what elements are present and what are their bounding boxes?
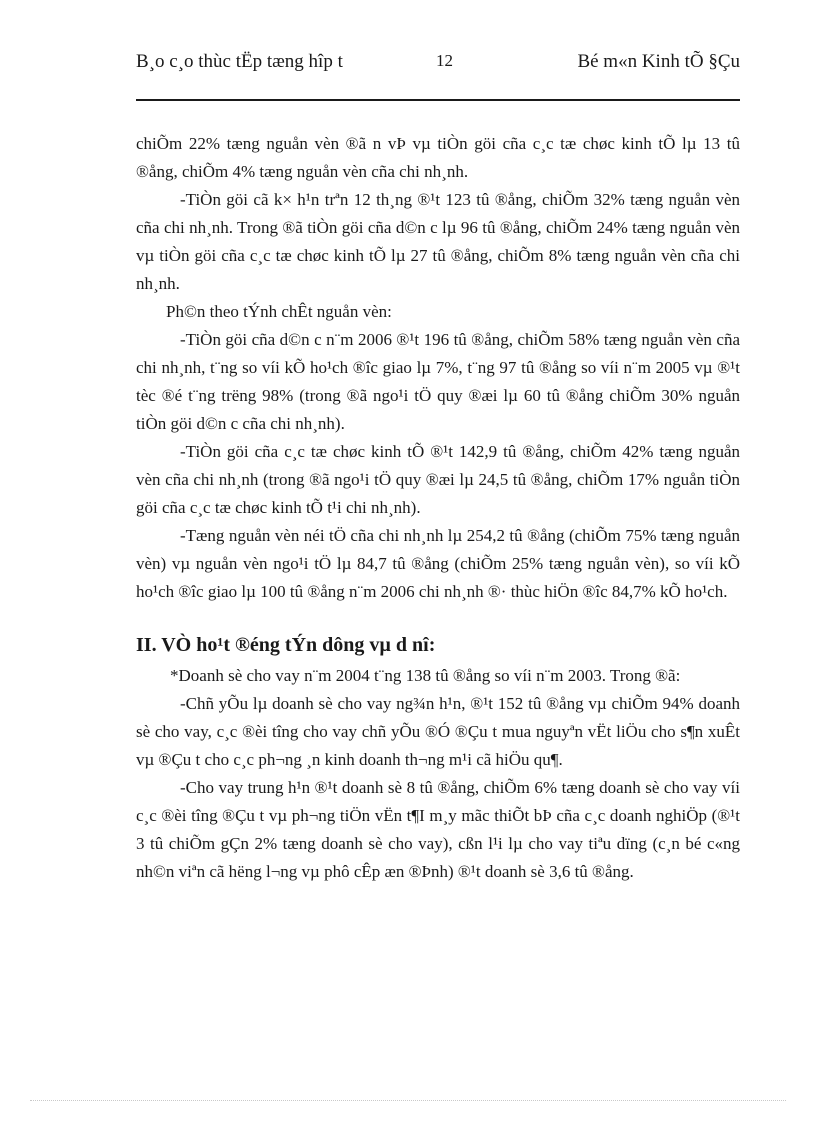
page-header xyxy=(136,50,740,100)
document-body xyxy=(136,130,740,886)
paragraph: -Tæng nguån vèn néi tÖ cña chi nh¸nh lµ 254,2 tû ®ång (chiÕm 75% tæng nguån vèn) vµ nguån vèn ngo¹i tÖ lµ 84,7 tû ®ång (chiÕm 25% tæng nguån vèn), so víi kÕ ho¹ch ®îc giao lµ 100 tû ®ång n¨m 2006 chi nh¸nh ®· thùc hiÖn ®îc 84,7% kÕ ho¹ch. xyxy=(136,526,740,601)
page-number: 12 xyxy=(436,51,453,70)
page-footer-border xyxy=(30,1100,786,1101)
paragraph: Ph©n theo tÝnh chÊt nguån vèn: xyxy=(166,302,392,321)
paragraph: -Chñ yÕu lµ doanh sè cho vay ng¾n h¹n, ®¹t 152 tû ®ång vµ chiÕm 94% doanh sè cho vay, c¸c ®èi tîng cho vay chñ yÕu ®Ó ®Çu t mua nguyªn vËt liÖu cho s¶n xuÊt vµ ®Çu t cho c¸c ph¬ng ¸n kinh doanh th¬ng m¹i cã hiÖu qu¶. xyxy=(136,694,740,769)
header-department: Bé m«n Kinh tÕ §Çu xyxy=(577,51,740,72)
paragraph: chiÕm 22% tæng nguån vèn ®ã n vÞ vµ tiÒn göi cña c¸c tæ chøc kinh tÕ lµ 13 tû ®ång, chiÕm 4% tæng nguån vèn cña chi nh¸nh. xyxy=(136,134,740,181)
paragraph: -TiÒn göi cã k× h¹n trªn 12 th¸ng ®¹t 123 tû ®ång, chiÕm 32% tæng nguån vèn cña chi nh¸nh. Trong ®ã tiÒn göi cña d©n c lµ 96 tû ®ång, chiÕm 24% tæng nguån vèn vµ tiÒn göi cña c¸c tæ chøc kinh tÕ lµ 27 tû ®ång, chiÕm 8% tæng nguån vèn cña chi nh¸nh. xyxy=(136,190,740,293)
header-rule xyxy=(136,99,740,101)
paragraph: -Cho vay trung h¹n ®¹t doanh sè 8 tû ®ång, chiÕm 6% tæng doanh sè cho vay víi c¸c ®èi tîng ®Çu t vµ ph¬ng tiÖn vËn t¶I m¸y mãc thiÕt bÞ cña c¸c doanh nghiÖp (®¹t 3 tû chiÕm gÇn 2% tæng doanh sè cho vay), cßn l¹i lµ cho vay tiªu dïng (c¸n bé c«ng nh©n viªn cã hëng l¬ng vµ phô cÊp æn ®Þnh) ®¹t doanh sè 3,6 tû ®ång. xyxy=(136,778,740,881)
header-report-title: B¸o c¸o thùc tËp tæng hîp t xyxy=(136,51,343,72)
section-credit-activity xyxy=(136,662,740,886)
paragraph: -TiÒn göi cña d©n c n¨m 2006 ®¹t 196 tû ®ång, chiÕm 58% tæng nguån vèn cña chi nh¸nh, t¨ng so víi kÕ ho¹ch ®îc giao lµ 7%, t¨ng 97 tû ®ång so víi n¨m 2005 vµ ®¹t tèc ®é t¨ng trëng 98% (trong ®ã ngo¹i tÖ quy ®æi lµ 60 tû ®ång chiÕm 30% nguån tiÒn göi d©n c cña chi nh¸nh). xyxy=(136,330,740,433)
paragraph: -TiÒn göi cña c¸c tæ chøc kinh tÕ ®¹t 142,9 tû ®ång, chiÕm 42% tæng nguån vèn cña chi nh¸nh (trong ®ã ngo¹i tÖ quy ®æi lµ 24,5 tû ®ång, chiÕm 17% nguån tiÒn göi cña c¸c tæ chøc kinh tÕ t¹i chi nh¸nh). xyxy=(136,442,740,517)
section-capital-sources xyxy=(136,130,740,606)
paragraph: *Doanh sè cho vay n¨m 2004 t¨ng 138 tû ®ång so víi n¨m 2003. Trong ®ã: xyxy=(170,666,681,685)
section-heading: II. VÒ ho¹t ®éng tÝn dông vµ d nî: xyxy=(136,634,436,656)
